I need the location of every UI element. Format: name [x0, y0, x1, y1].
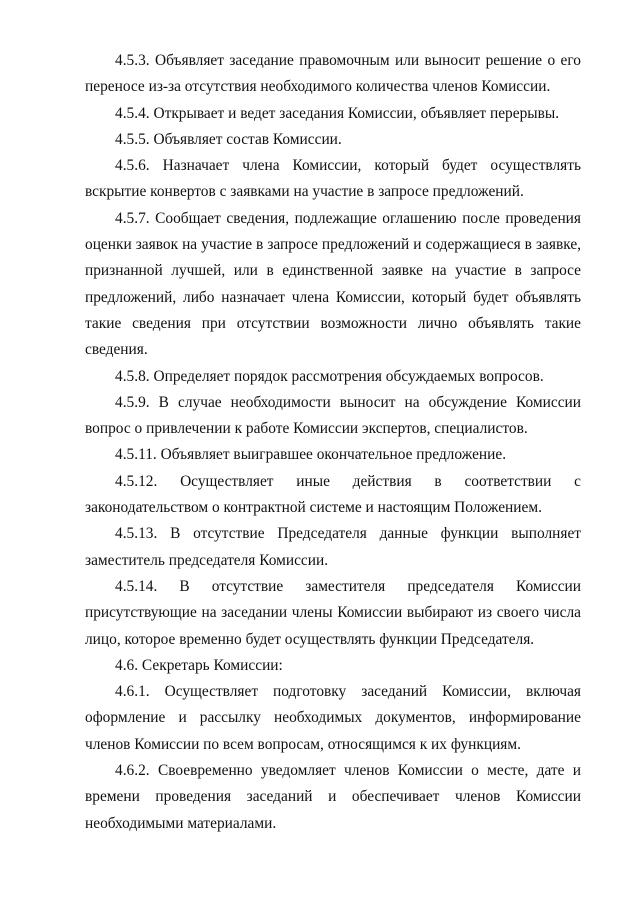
paragraph-4-5-6: 4.5.6. Назначает члена Комиссии, который будет осуществлять вскрытие конвертов с заявками на участие в запросе предложений. — [85, 157, 581, 201]
paragraph-4-6-1: 4.6.1. Осуществляет подготовку заседаний Комиссии, включая оформление и рассылку необходимых документов, информирование членов Комиссии по всем вопросам, относящимся к их функциям. — [85, 683, 581, 753]
paragraph-4-5-13: 4.5.13. В отсутствие Председателя данные функции выполняет заместитель председателя Комиссии. — [85, 525, 581, 569]
paragraph-4-5-3: 4.5.3. Объявляет заседание правомочным или выносит решение о его переносе из-за отсутствия необходимого количества членов Комиссии. — [85, 52, 581, 96]
paragraph-4-6-2: 4.6.2. Своевременно уведомляет членов Комиссии о месте, дате и времени проведения заседаний и обеспечивает членов Комиссии необходимыми материалами. — [85, 762, 581, 832]
paragraph-4-5-14: 4.5.14. В отсутствие заместителя председателя Комиссии присутствующие на заседании члены Комиссии выбирают из своего числа лицо, которое временно будет осуществлять функции Председателя. — [85, 577, 581, 648]
document-page — [85, 48, 581, 837]
paragraph-4-5-9: 4.5.9. В случае необходимости выносит на обсуждение Комиссии вопрос о привлечении к работе Комиссии экспертов, специалистов. — [85, 393, 581, 438]
paragraph-4-5-8: 4.5.8. Определяет порядок рассмотрения обсуждаемых вопросов. — [115, 367, 544, 385]
paragraph-4-5-11: 4.5.11. Объявляет выигравшее окончательное предложение. — [115, 446, 507, 464]
paragraph-4-6: 4.6. Секретарь Комиссии: — [115, 656, 283, 674]
paragraph-4-5-5: 4.5.5. Объявляет состав Комиссии. — [115, 130, 342, 148]
paragraph-4-5-7: 4.5.7. Сообщает сведения, подлежащие оглашению после проведения оценки заявок на участие в запросе предложений и содержащиеся в заявке, признанной лучшей, или в единственной заявке на участие в запросе предложений, либо назначает члена Комиссии, который будет объявлять такие сведения при отсутствии возможности лично объявлять такие сведения. — [85, 209, 581, 359]
paragraph-4-5-4: 4.5.4. Открывает и ведет заседания Комиссии, объявляет перерывы. — [115, 104, 560, 122]
paragraph-4-5-12: 4.5.12. Осуществляет иные действия в соответствии с законодательством о контрактной системе и настоящим Положением. — [85, 472, 581, 517]
